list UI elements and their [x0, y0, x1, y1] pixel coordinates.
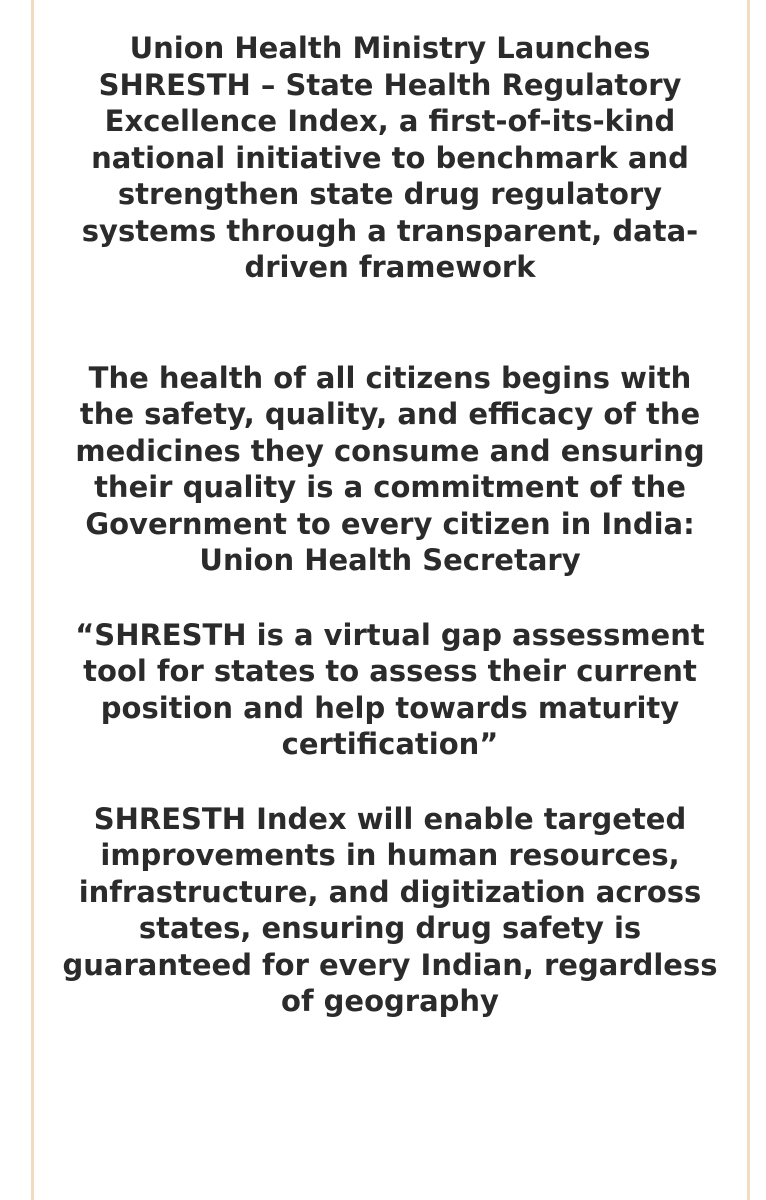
paragraph-shresth-index-benefits: SHRESTH Index will enable targeted improvements in human resources, infrastructure, and digitization across states, ensuring drug safety is guaranteed for every Indian, regardless of geography	[62, 801, 718, 1018]
article-body	[60, 30, 720, 1020]
paragraph-health-secretary-statement: The health of all citizens begins with the safety, quality, and efficacy of the medicines they consume and ensuring their quality is a commitment of the Government to every citizen in India: Union Health Secretary	[75, 360, 705, 577]
paragraph-shresth-quote: “SHRESTH is a virtual gap assessment tool for states to assess their current position and help towards maturity certification”	[75, 617, 705, 761]
article-title: Union Health Ministry Launches SHRESTH – State Health Regulatory Excellence Index, a first-of-its-kind national initiative to benchmark and strengthen state drug regulatory systems through a transparent, data-driven framework	[81, 31, 699, 284]
left-border-rule	[31, 0, 34, 1200]
right-border-rule	[747, 0, 750, 1200]
